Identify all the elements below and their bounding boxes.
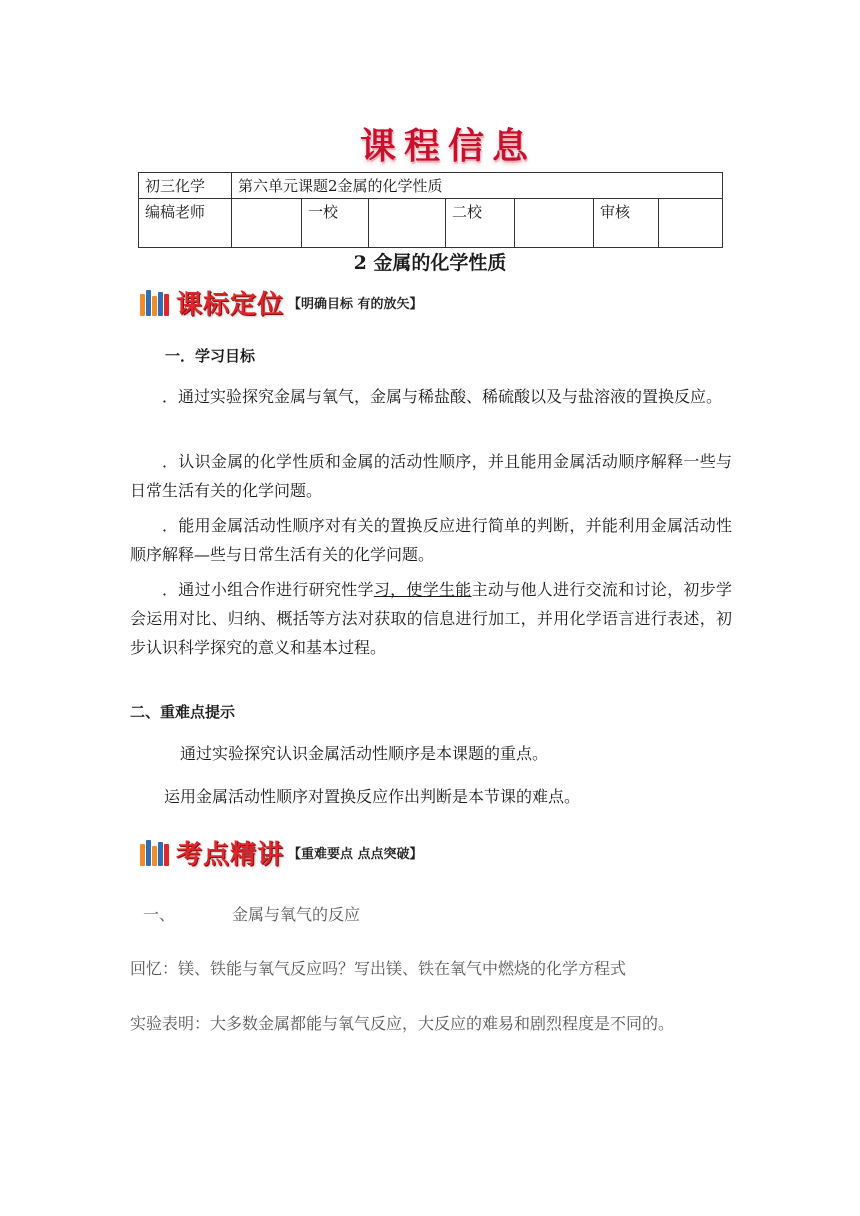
school1-value-cell xyxy=(369,199,446,248)
topic-cell: 第六单元课题2金属的化学性质 xyxy=(232,173,723,199)
banner-main-text: 课标定位 xyxy=(176,289,285,320)
review-value-cell xyxy=(659,199,723,248)
experiment-text: 实验表明：大多数金属都能与氧气反应，大反应的难易和剧烈程度是不同的。 xyxy=(130,1014,675,1033)
school2-value-cell xyxy=(515,199,594,248)
section-heading-goals: 一．学习目标 xyxy=(165,347,256,365)
difficult-point-text: 运用金属活动性顺序对置换反应作出判断是本节课的难点。 xyxy=(164,787,581,806)
key-point-text: 通过实验探究认识金属活动性顺序是本课题的重点。 xyxy=(180,744,549,763)
editor-value-cell xyxy=(232,199,302,248)
goal-item: ．认识金属的化学性质和金属的活动性顺序，并且能用金属活动顺序解释一些与日常生活有关的化学问题。 xyxy=(130,452,732,500)
books-icon xyxy=(140,288,170,316)
banner-curriculum xyxy=(140,284,423,320)
goal-item xyxy=(130,575,732,662)
books-icon xyxy=(140,838,170,866)
section3-number: 一、 xyxy=(143,905,176,924)
banner-main-text: 考点精讲 xyxy=(176,839,285,870)
section3-heading: 金属与氧气的反应 xyxy=(232,905,361,924)
course-info-title: 课程信息 xyxy=(360,126,537,167)
banner-key-points xyxy=(140,834,423,870)
goal4-text-part1: ．通过小组合作进行研究性学 xyxy=(162,580,374,599)
banner-sub-text: 【重难要点 点点突破】 xyxy=(288,846,423,862)
section-heading-key-points: 二、重难点提示 xyxy=(130,703,236,721)
school2-label-cell: 二校 xyxy=(446,199,515,248)
review-label-cell: 审核 xyxy=(594,199,659,248)
goal-item: ．通过实验探究金属与氧气，金属与稀盐酸、稀硫酸以及与盐溶液的置换反应。 xyxy=(162,387,723,406)
goal4-text-underlined: 习，使学生能 xyxy=(373,580,472,599)
editor-label-cell: 编稿老师 xyxy=(139,199,232,248)
document-title: 2 金属的化学性质 xyxy=(353,252,507,274)
banner-sub-text: 【明确目标 有的放矢】 xyxy=(288,296,423,312)
course-info-table xyxy=(138,172,723,248)
goal-item: ．能用金属活动性顺序对有关的置换反应进行简单的判断，并能利用金属活动性顺序解释—些与日常生活有关的化学问题。 xyxy=(130,516,732,564)
goal4-text-part3: 主动与他人进行交流和讨论，初步学会运用对比、归纳、概括等方法对获取的信息进行加工，并用化学语言进行表述，初步认识科学探究的意义和基本过程。 xyxy=(130,580,732,657)
recall-text: 回忆：镁、铁能与氧气反应吗？写出镁、铁在氧气中燃烧的化学方程式 xyxy=(130,959,627,978)
subject-cell: 初三化学 xyxy=(139,173,232,199)
table-row xyxy=(139,173,723,199)
table-row xyxy=(139,199,723,248)
school1-label-cell: 一校 xyxy=(302,199,369,248)
